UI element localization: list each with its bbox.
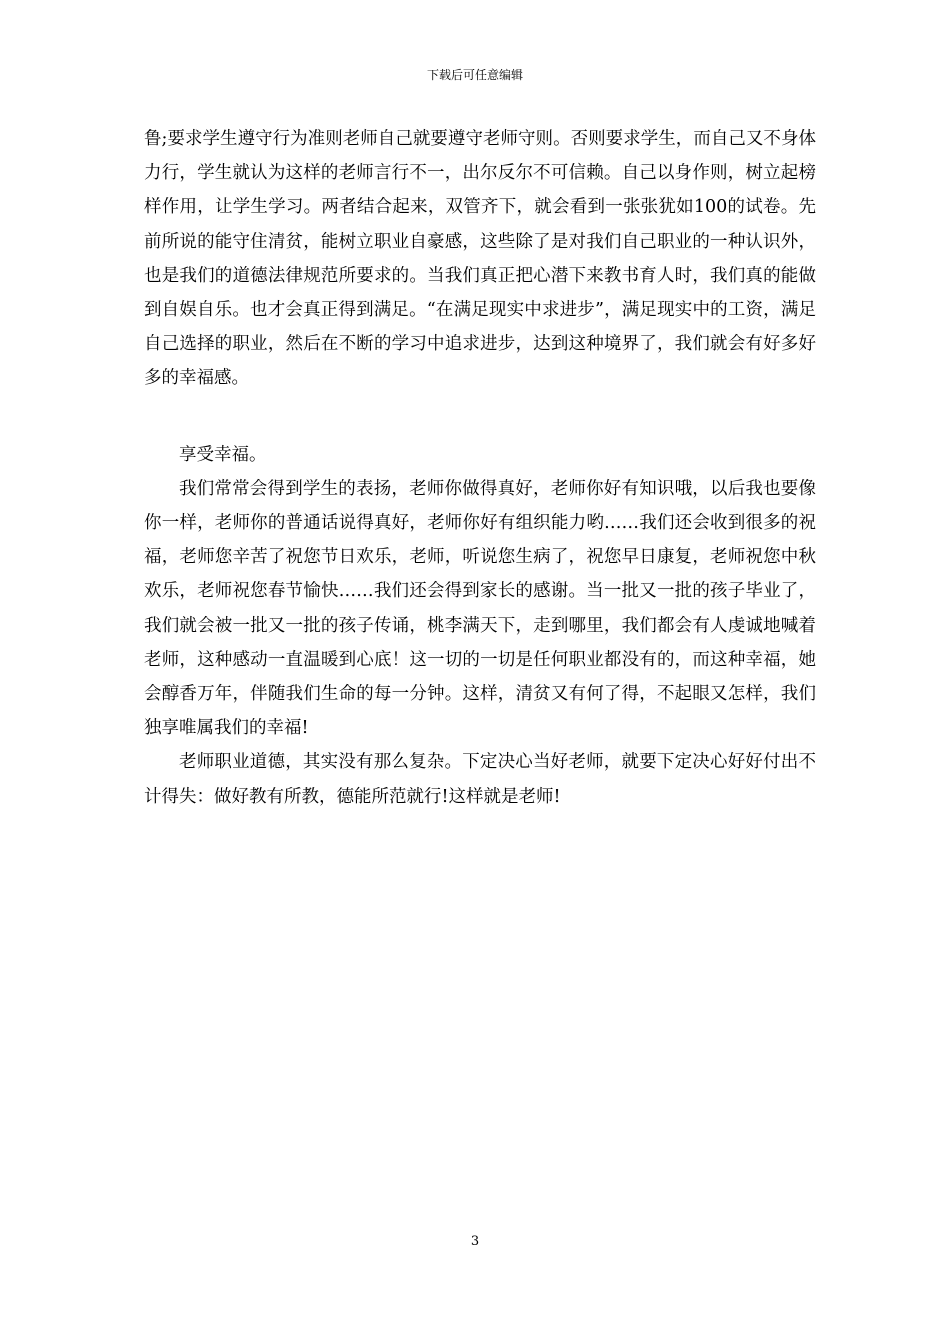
- paragraph-happiness: 我们常常会得到学生的表扬，老师你做得真好，老师你好有知识哦，以后我也要像你一样，老师你的普通话说得真好，老师你好有组织能力哟……我们还会收到很多的祝福，老师您辛苦了祝您节日欢乐，老师，听说您生病了，祝您早日康复，老师祝您中秋欢乐，老师祝您春节愉快……我们还会得到家长的感谢。当一批又一批的孩子毕业了，我们就会被一批又一批的孩子传诵，桃李满天下，走到哪里，我们都会有人虔诚地喊着老师，这种感动一直温暖到心底！这一切的一切是任何职业都没有的，而这种幸福，她会醇香万年，伴随我们生命的每一分钟。这样，清贫又有何了得，不起眼又怎样，我们独享唯属我们的幸福!: [144, 478, 816, 739]
- paragraph-continuation: 鲁;要求学生遵守行为准则老师自己就要遵守老师守则。否则要求学生，而自己又不身体力行，学生就认为这样的老师言行不一，出尔反尔不可信赖。自己以身作则，树立起榜样作用，让学生学习。两者结合起来，双管齐下，就会看到一张张犹如100的试卷。先前所说的能守住清贫，能树立职业自豪感，这些除了是对我们自己职业的一种认识外，也是我们的道德法律规范所要求的。当我们真正把心潜下来教书育人时，我们真的能做到自娱自乐。也才会真正得到满足。“在满足现实中求进步”，满足现实中的工资，满足自己选择的职业，然后在不断的学习中追求进步，达到这种境界了，我们就会有好多好多的幸福感。: [144, 129, 816, 389]
- page-number: 3: [470, 1234, 480, 1249]
- document-body: [144, 122, 816, 814]
- paragraph-spacer: [144, 396, 816, 438]
- section-heading-enjoy-happiness: 享受幸福。: [179, 444, 267, 465]
- paragraph-conclusion: 老师职业道德，其实没有那么复杂。下定决心当好老师，就要下定决心好好付出不计得失：做好教有所教，德能所范就行!这样就是老师!: [144, 752, 816, 807]
- page-header: 下载后可任意编辑: [426, 68, 523, 82]
